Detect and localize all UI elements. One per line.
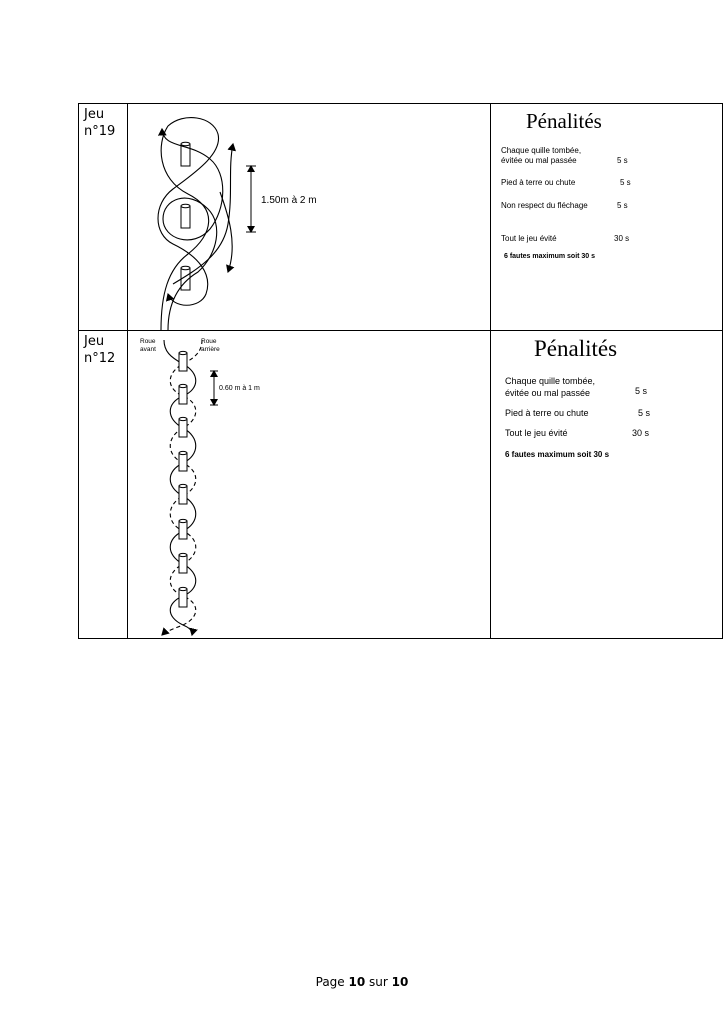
penalty-value: 5 s	[620, 178, 631, 187]
penalties-title: Pénalités	[534, 336, 618, 361]
game-label: Jeu n°12	[84, 334, 116, 366]
penalty-value: 5 s	[617, 201, 628, 210]
penalty-item: Chaque quille tombée, évitée ou mal passée	[505, 376, 596, 398]
distance-label: 1.50m à 2 m	[261, 195, 317, 206]
footer-page-total: 10	[391, 975, 409, 989]
penalty-value: 5 s	[617, 156, 628, 165]
penalties-title: Pénalités	[526, 109, 602, 133]
footer-page-number: 10	[348, 975, 366, 989]
game-row-12	[79, 331, 723, 639]
distance-marker	[210, 371, 218, 405]
pin-icon	[179, 519, 187, 539]
figure-eight-diagram	[128, 104, 490, 330]
penalty-value: 5 s	[635, 386, 648, 396]
footer-middle: sur	[369, 975, 388, 989]
pin-icon	[179, 417, 187, 437]
trajectory-path	[158, 118, 233, 330]
penalty-item: Chaque quille tombée, évitée ou mal passée	[501, 146, 582, 165]
penalty-cell	[491, 331, 723, 639]
penalty-maximum: 6 fautes maximum soit 30 s	[505, 450, 610, 459]
pin-icon	[179, 451, 187, 471]
game-label: Jeu n°19	[84, 107, 116, 139]
slalom-diagram	[128, 331, 490, 638]
game-label-cell	[79, 104, 128, 331]
penalty-item: Tout le jeu évité	[501, 234, 557, 243]
penalty-item: Pied à terre ou chute	[505, 408, 589, 418]
game-label-cell	[79, 331, 128, 639]
front-wheel-label: Roue avant	[140, 338, 156, 353]
penalty-item: Pied à terre ou chute	[501, 178, 576, 187]
pin-icon	[181, 204, 190, 228]
diagram-cell	[128, 104, 491, 331]
penalty-maximum: 6 fautes maximum soit 30 s	[504, 253, 596, 260]
pins-group	[179, 351, 187, 607]
distance-marker	[246, 166, 256, 232]
pin-icon	[179, 384, 187, 404]
penalty-value: 30 s	[614, 234, 630, 243]
diagram-cell	[128, 331, 491, 639]
distance-label: 0.60 m à 1 m	[219, 385, 260, 392]
penalty-cell	[491, 104, 723, 331]
games-table	[78, 103, 723, 639]
penalty-item: Non respect du fléchage	[501, 201, 588, 210]
game-row-19	[79, 104, 723, 331]
page-footer	[0, 975, 724, 989]
pin-icon	[179, 351, 187, 371]
pin-icon	[179, 587, 187, 607]
pin-icon	[179, 484, 187, 504]
rear-wheel-label: Roue arrière	[201, 338, 220, 353]
penalty-value: 5 s	[638, 408, 651, 418]
pin-icon	[179, 553, 187, 573]
penalty-item: Tout le jeu évité	[505, 428, 568, 438]
footer-prefix: Page	[315, 975, 345, 989]
penalty-value: 30 s	[632, 428, 650, 438]
